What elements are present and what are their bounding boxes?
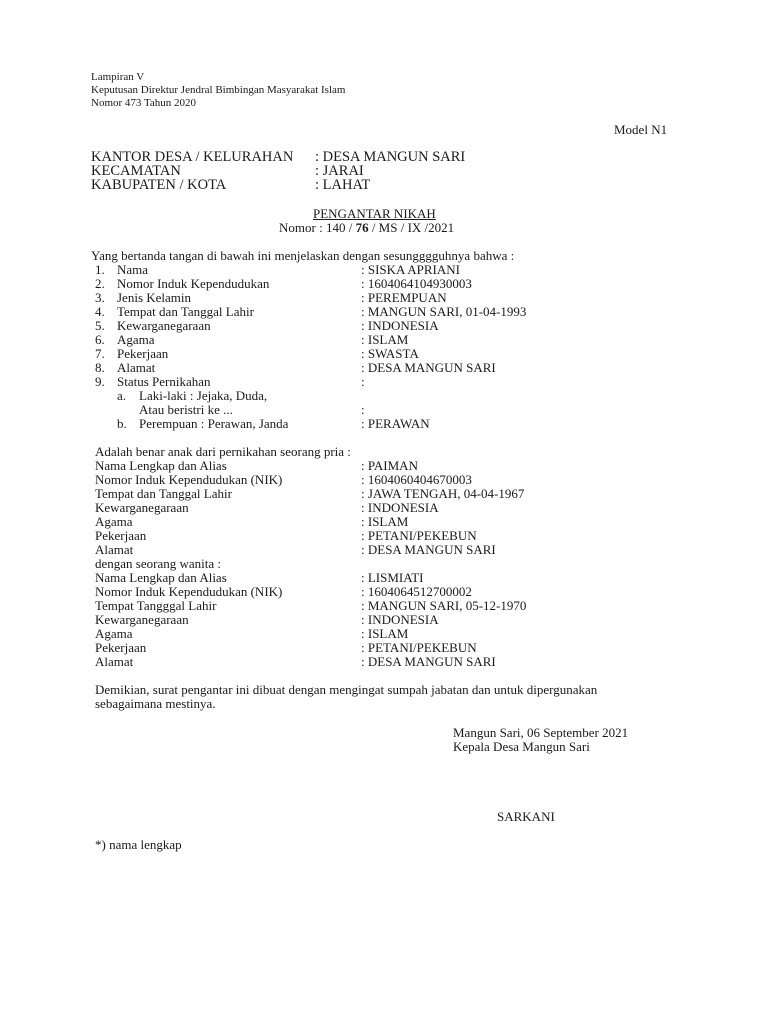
field-number: 9. bbox=[95, 374, 105, 389]
field-label-gender: Jenis Kelamin bbox=[117, 290, 192, 305]
attachment-label: Lampiran V bbox=[91, 71, 145, 83]
office-value: : DESA MANGUN SARI bbox=[315, 149, 466, 165]
mother-label-occupation: Pekerjaan bbox=[95, 640, 147, 655]
status-a-number: a. bbox=[117, 388, 127, 403]
regency-label: KABUPATEN / KOTA bbox=[91, 177, 227, 193]
signatory-name: SARKANI bbox=[497, 809, 555, 824]
field-value-religion: : ISLAM bbox=[361, 332, 409, 347]
closing-line-2: sebagaimana mestinya. bbox=[95, 696, 216, 711]
father-label-birth: Tempat dan Tanggal Lahir bbox=[95, 486, 232, 501]
field-label-birth: Tempat dan Tanggal Lahir bbox=[117, 304, 254, 319]
closing-line-1: Demikian, surat pengantar ini dibuat dengan mengingat sumpah jabatan dan untuk dipergunakan bbox=[95, 682, 598, 697]
decree-title: Keputusan Direktur Jendral Bimbingan Masyarakat Islam bbox=[91, 84, 346, 96]
father-label-address: Alamat bbox=[95, 542, 134, 557]
father-label-name: Nama Lengkap dan Alias bbox=[95, 458, 227, 473]
field-value-address: : DESA MANGUN SARI bbox=[361, 360, 496, 375]
intro-text: Yang bertanda tangan di bawah ini menjelaskan dengan sesungggguhnya bahwa : bbox=[91, 248, 515, 263]
district-value: : JARAI bbox=[315, 163, 364, 179]
field-number: 8. bbox=[95, 360, 105, 375]
district-label: KECAMATAN bbox=[91, 163, 181, 179]
status-a-label: Laki-laki : Jejaka, Duda, bbox=[139, 388, 268, 403]
document-title: PENGANTAR NIKAH bbox=[313, 206, 436, 221]
field-number: 1. bbox=[95, 262, 105, 277]
father-label-citizenship: Kewarganegaraan bbox=[95, 500, 189, 515]
mother-label-address: Alamat bbox=[95, 654, 134, 669]
field-value-citizenship: : INDONESIA bbox=[361, 318, 439, 333]
mother-value-occupation: : PETANI/PEKEBUN bbox=[361, 640, 477, 655]
father-value-name: : PAIMAN bbox=[361, 458, 418, 473]
number-value: 76 bbox=[355, 220, 369, 235]
document-number bbox=[279, 221, 454, 235]
status-b-label: Perempuan : Perawan, Janda bbox=[139, 416, 289, 431]
field-label-marital: Status Pernikahan bbox=[117, 374, 211, 389]
mother-value-religion: : ISLAM bbox=[361, 626, 409, 641]
father-value-religion: : ISLAM bbox=[361, 514, 409, 529]
status-a-value: : bbox=[361, 402, 365, 417]
field-number: 3. bbox=[95, 290, 105, 305]
signature-position: Kepala Desa Mangun Sari bbox=[453, 739, 590, 754]
father-value-occupation: : PETANI/PEKEBUN bbox=[361, 528, 477, 543]
field-value-name: : SISKA APRIANI bbox=[361, 262, 460, 277]
mother-value-address: : DESA MANGUN SARI bbox=[361, 654, 496, 669]
footnote: *) nama lengkap bbox=[95, 837, 182, 852]
father-value-birth: : JAWA TENGAH, 04-04-1967 bbox=[361, 486, 525, 501]
number-prefix: Nomor : 140 / bbox=[279, 220, 356, 235]
father-value-address: : DESA MANGUN SARI bbox=[361, 542, 496, 557]
field-label-address: Alamat bbox=[117, 360, 156, 375]
mother-value-citizenship: : INDONESIA bbox=[361, 612, 439, 627]
field-number: 4. bbox=[95, 304, 105, 319]
father-label-nik: Nomor Induk Kependudukan (NIK) bbox=[95, 472, 283, 487]
field-number: 2. bbox=[95, 276, 105, 291]
status-a-label-2: Atau beristri ke ... bbox=[139, 402, 233, 417]
field-label-nik: Nomor Induk Kependudukan bbox=[117, 276, 270, 291]
mother-label-nik: Nomor Induk Kependudukan (NIK) bbox=[95, 584, 283, 599]
mother-value-name: : LISMIATI bbox=[361, 570, 424, 585]
father-value-nik: : 1604060404670003 bbox=[361, 472, 472, 487]
mother-value-nik: : 1604064512700002 bbox=[361, 584, 472, 599]
mother-label-birth: Tempat Tangggal Lahir bbox=[95, 598, 217, 613]
field-number: 6. bbox=[95, 332, 105, 347]
status-b-value: : PERAWAN bbox=[361, 416, 430, 431]
field-number: 5. bbox=[95, 318, 105, 333]
mother-label-citizenship: Kewarganegaraan bbox=[95, 612, 189, 627]
number-suffix: / MS / IX /2021 bbox=[368, 220, 455, 235]
father-intro: Adalah benar anak dari pernikahan seorang pria : bbox=[95, 444, 351, 459]
field-value-marital: : bbox=[361, 374, 365, 389]
mother-label-name: Nama Lengkap dan Alias bbox=[95, 570, 227, 585]
field-value-gender: : PEREMPUAN bbox=[361, 290, 447, 305]
field-label-name: Nama bbox=[117, 262, 149, 277]
field-value-birth: : MANGUN SARI, 01-04-1993 bbox=[361, 304, 527, 319]
model-label: Model N1 bbox=[614, 122, 668, 137]
father-label-religion: Agama bbox=[95, 514, 133, 529]
status-b-number: b. bbox=[117, 416, 127, 431]
field-label-religion: Agama bbox=[117, 332, 155, 347]
regency-value: : LAHAT bbox=[315, 177, 371, 193]
mother-intro: dengan seorang wanita : bbox=[95, 556, 221, 571]
signature-place-date: Mangun Sari, 06 September 2021 bbox=[453, 725, 629, 740]
field-value-nik: : 1604064104930003 bbox=[361, 276, 472, 291]
father-label-occupation: Pekerjaan bbox=[95, 528, 147, 543]
field-value-occupation: : SWASTA bbox=[361, 346, 419, 361]
field-label-citizenship: Kewarganegaraan bbox=[117, 318, 211, 333]
office-label: KANTOR DESA / KELURAHAN bbox=[91, 149, 294, 165]
mother-label-religion: Agama bbox=[95, 626, 133, 641]
field-label-occupation: Pekerjaan bbox=[117, 346, 169, 361]
field-number: 7. bbox=[95, 346, 105, 361]
decree-number: Nomor 473 Tahun 2020 bbox=[91, 97, 197, 109]
mother-value-birth: : MANGUN SARI, 05-12-1970 bbox=[361, 598, 527, 613]
father-value-citizenship: : INDONESIA bbox=[361, 500, 439, 515]
